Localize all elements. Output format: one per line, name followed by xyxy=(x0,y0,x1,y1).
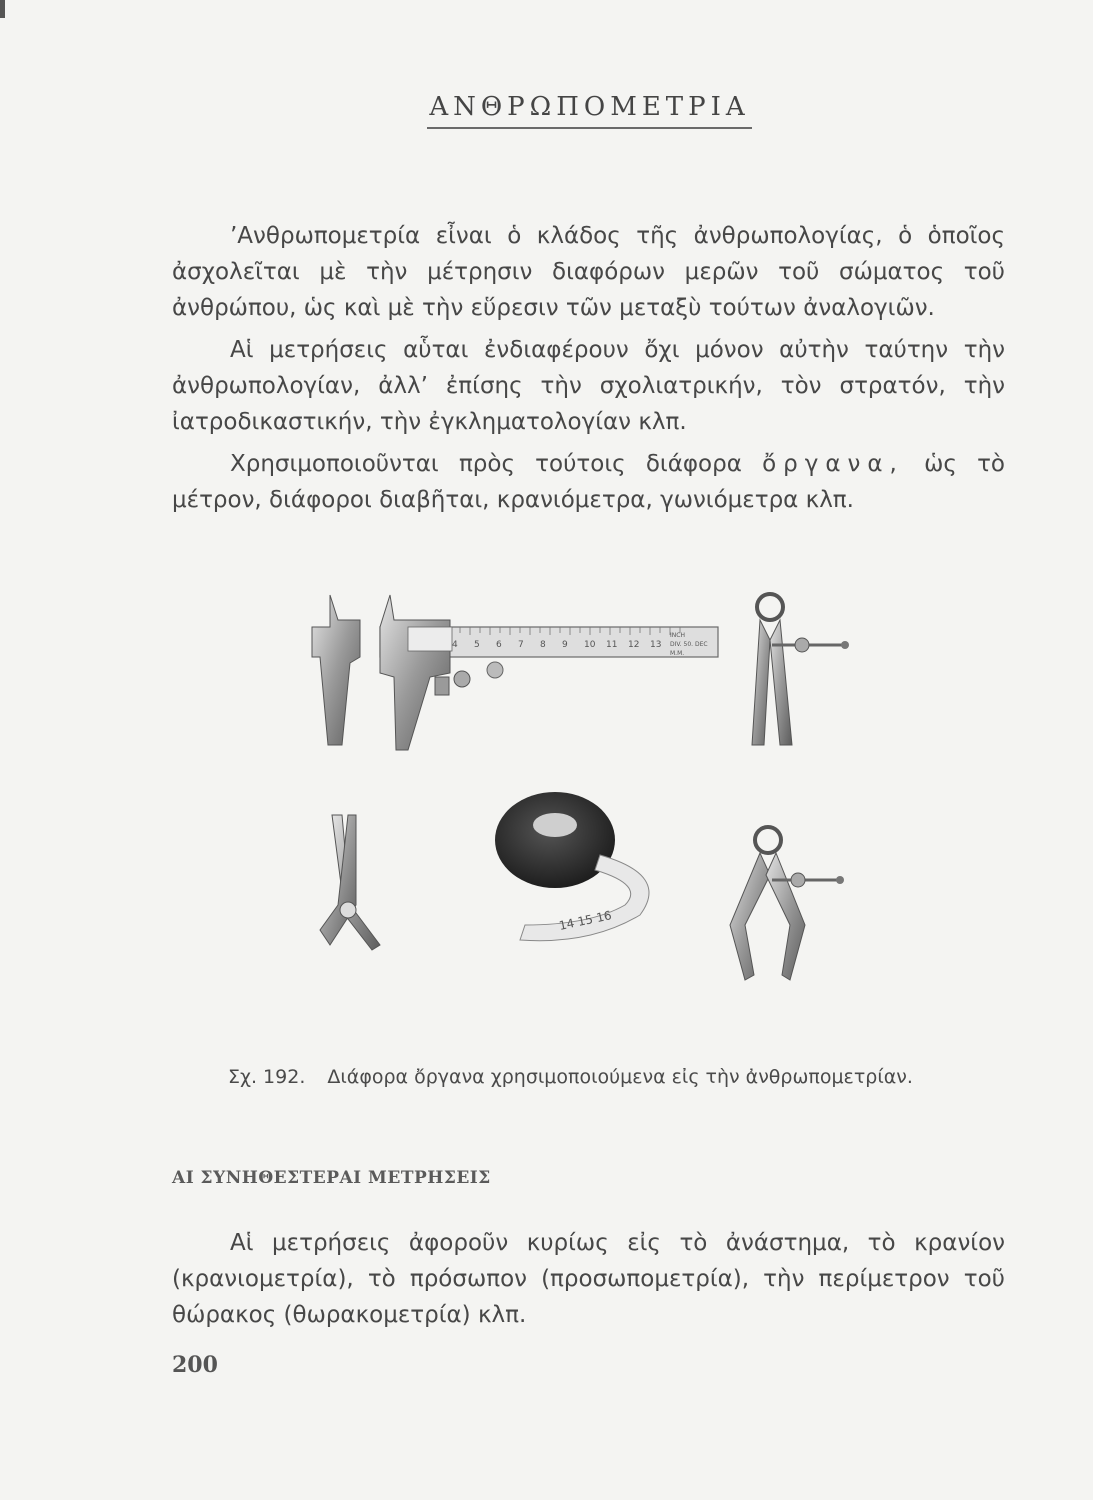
inside-caliper xyxy=(730,827,844,980)
paragraph-applications: Αἱ μετρήσεις αὗται ἐνδιαφέρουν ὄχι μόνον αὐτὴν ταύτην τὴν ἀνθρωπολογίαν, ἀλλ’ ἐπίσης τὴν σχολιατρικήν, τὸν στρατόν, τὴν ἰατροδικαστικήν, τὴν ἐγκληματολογίαν κλπ. xyxy=(172,337,1005,435)
caliper-label-mm: M.M. xyxy=(670,650,685,657)
scan-corner-mark xyxy=(0,0,5,18)
ruler-number: 10 xyxy=(584,640,596,650)
instruments-text-end: ὡς τὸ μέτρον, διάφοροι διαβῆται, κρανιόμετρα, γωνιόμετρα κλπ. xyxy=(172,451,1005,513)
tape-measure xyxy=(495,792,649,941)
ruler-number: 8 xyxy=(540,640,546,650)
paragraph-measurements: Αἱ μετρήσεις ἀφοροῦν κυρίως εἰς τὸ ἀνάστημα, τὸ κρανίον (κρανιομετρία), τὸ πρόσωπον (προσωπομετρία), τὴν περίμετρον τοῦ θώρακος (θωρακομετρία) κλπ. xyxy=(172,1230,1005,1328)
ruler-number: 12 xyxy=(628,640,640,650)
ruler-number: 9 xyxy=(562,640,568,650)
section-heading: ΑΙ ΣΥΝΗΘΕΣΤΕΡΑΙ ΜΕΤΡΗΣΕΙΣ xyxy=(172,1168,491,1188)
instruments-text-start: Χρησιμοποιοῦνται πρὸς τούτοις διάφορα xyxy=(230,451,763,477)
caliper-label-inch: INCH xyxy=(670,632,685,639)
ruler-number: 5 xyxy=(474,640,480,650)
vernier-caliper xyxy=(312,595,718,750)
caliper-label-div: DIV. 50. DEC xyxy=(670,641,708,648)
title-underline xyxy=(427,127,752,129)
page-number: 200 xyxy=(172,1352,218,1378)
figure-caption xyxy=(228,1066,1028,1088)
spring-caliper xyxy=(320,815,380,950)
ruler-number: 7 xyxy=(518,640,524,650)
instruments-illustration xyxy=(290,585,870,1005)
paragraph-instruments xyxy=(172,446,1005,518)
page-title: ΑΝΘΡΩΠΟΜΕΤΡΙΑ xyxy=(429,92,750,122)
tape-marking: 14 15 16 xyxy=(557,908,613,933)
figure-number: Σχ. 192. xyxy=(228,1066,306,1088)
ruler-number: 4 xyxy=(452,640,458,650)
instruments-emphasis: ὄργανα, xyxy=(762,451,904,477)
ruler-number: 13 xyxy=(650,640,662,650)
caption-text: Διάφορα ὄργανα χρησιμοποιούμενα εἰς τὴν ἀνθρωπομετρίαν. xyxy=(327,1066,913,1088)
ruler-number: 11 xyxy=(606,640,618,650)
ruler-number: 6 xyxy=(496,640,502,650)
paragraph-definition: ’Ανθρωπομετρία εἶναι ὁ κλάδος τῆς ἀνθρωπολογίας, ὁ ὁποῖος ἀσχολεῖται μὲ τὴν μέτρησιν διαφόρων μερῶν τοῦ σώματος τοῦ ἀνθρώπου, ὡς καὶ μὲ τὴν εὕρεσιν τῶν μεταξὺ τούτων ἀναλογιῶν. xyxy=(172,223,1005,321)
outside-caliper xyxy=(752,594,849,745)
instruments-figure xyxy=(290,585,870,1005)
